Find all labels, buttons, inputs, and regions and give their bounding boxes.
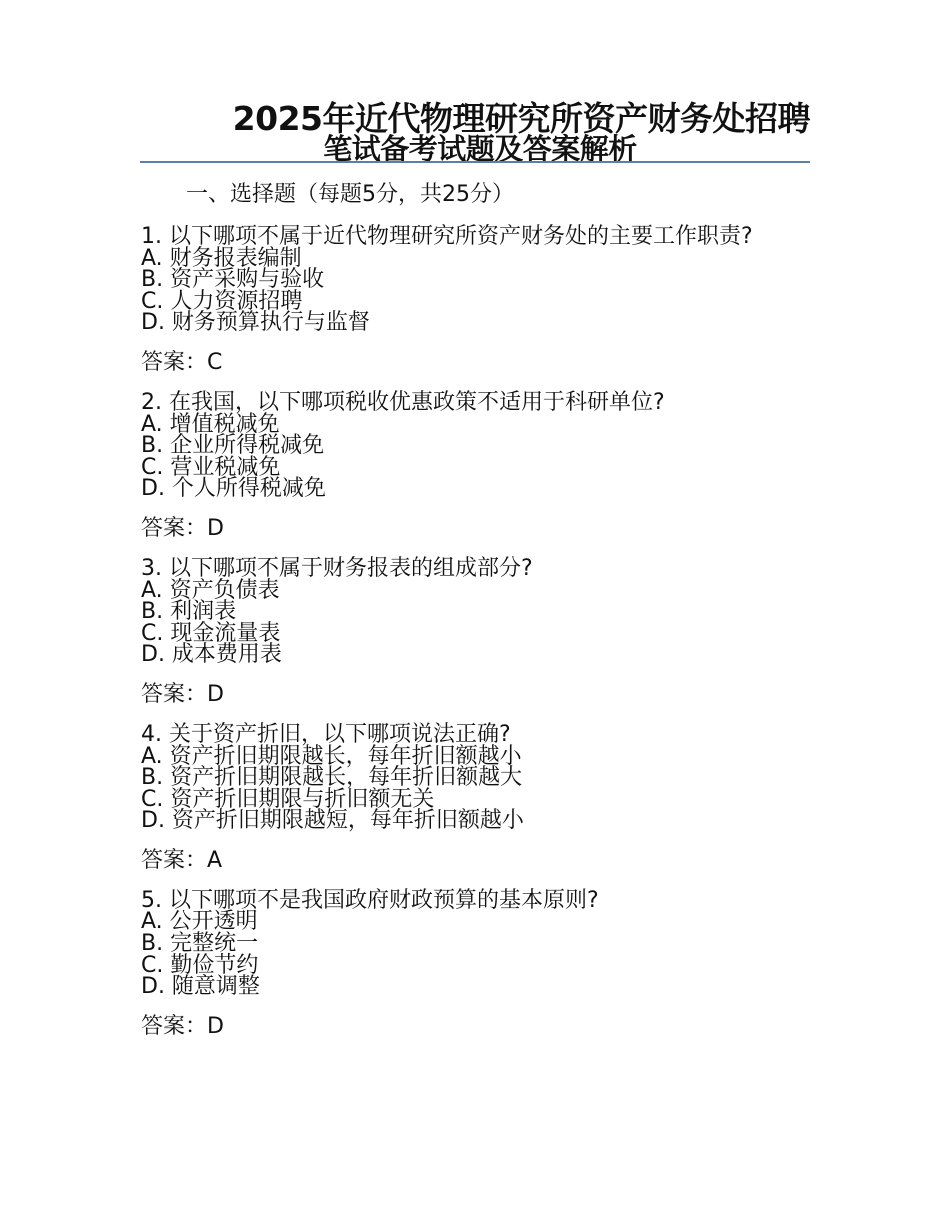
option-d: D. 随意调整 xyxy=(141,974,260,1000)
question-stem: 5. 以下哪项不是我国政府财政预算的基本原则? xyxy=(141,887,599,913)
question-stem: 3. 以下哪项不属于财务报表的组成部分? xyxy=(141,555,533,581)
option-c: C. 人力资源招聘 xyxy=(141,288,303,314)
question-4 xyxy=(141,721,811,834)
answer: 答案：D xyxy=(141,515,224,541)
option-a: A. 资产折旧期限越长，每年折旧额越小 xyxy=(141,743,522,769)
option-b: B. 利润表 xyxy=(141,599,237,625)
title-line-1: 2025年近代物理研究所资产财务处招聘 xyxy=(232,99,810,138)
option-c: C. 资产折旧期限与折旧额无关 xyxy=(141,786,435,812)
title-divider xyxy=(140,161,810,163)
option-d: D. 成本费用表 xyxy=(141,642,282,668)
option-c: C. 现金流量表 xyxy=(141,620,281,646)
option-b: B. 企业所得税减免 xyxy=(141,433,325,459)
answer: 答案：D xyxy=(141,1013,224,1039)
option-c: C. 营业税减免 xyxy=(141,454,281,480)
question-list xyxy=(141,226,811,1056)
option-d: D. 资产折旧期限越短，每年折旧额越小 xyxy=(141,808,524,834)
option-b: B. 资产折旧期限越长，每年折旧额越大 xyxy=(141,765,523,791)
question-5 xyxy=(141,887,811,1000)
document-title xyxy=(150,99,810,166)
question-2 xyxy=(141,389,811,502)
question-1 xyxy=(141,226,811,334)
question-stem: 4. 关于资产折旧，以下哪项说法正确? xyxy=(141,721,511,747)
option-c: C. 勤俭节约 xyxy=(141,952,259,978)
question-stem: 1. 以下哪项不属于近代物理研究所资产财务处的主要工作职责? xyxy=(141,224,753,249)
option-a: A. 资产负债表 xyxy=(141,577,280,603)
answer: 答案：A xyxy=(141,847,223,873)
title-line-2: 笔试备考试题及答案解析 xyxy=(323,132,637,166)
question-stem: 2. 在我国，以下哪项税收优惠政策不适用于科研单位? xyxy=(141,389,665,415)
option-b: B. 完整统一 xyxy=(141,931,259,957)
question-3 xyxy=(141,555,811,668)
option-b: B. 资产采购与验收 xyxy=(141,267,325,293)
option-d: D. 个人所得税减免 xyxy=(141,476,326,502)
section-heading: 一、选择题（每题5分，共25分） xyxy=(186,182,514,207)
option-a: A. 财务报表编制 xyxy=(141,245,302,271)
option-a: A. 公开透明 xyxy=(141,909,258,935)
answer: 答案：C xyxy=(141,349,223,375)
option-a: A. 增值税减免 xyxy=(141,411,280,437)
option-d: D. 财务预算执行与监督 xyxy=(141,310,370,336)
answer: 答案：D xyxy=(141,681,224,707)
